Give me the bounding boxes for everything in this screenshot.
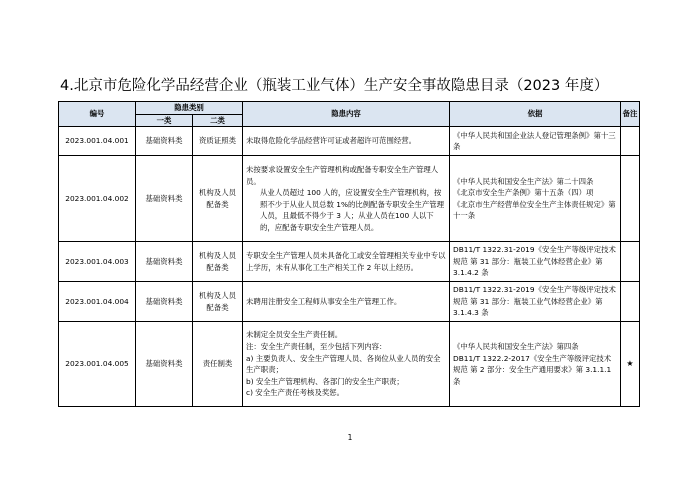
row-remark	[621, 282, 640, 322]
hazard-table-container	[58, 101, 640, 407]
row-category-second: 责任制类	[193, 322, 243, 407]
header-remark: 备注	[621, 102, 640, 127]
header-category-second: 二类	[193, 114, 243, 127]
table-row	[59, 282, 640, 322]
row-content	[243, 156, 450, 242]
table-row	[59, 156, 640, 242]
page-number: 1	[347, 433, 353, 442]
row-remark	[621, 242, 640, 282]
row-code: 2023.001.04.002	[59, 156, 136, 242]
row-category-first: 基础资料类	[136, 156, 193, 242]
basis-line: 《北京市安全生产条例》第十五条（四）项	[453, 188, 594, 198]
header-code: 编号	[59, 102, 136, 127]
row-content	[243, 322, 450, 407]
row-code: 2023.001.04.004	[59, 282, 136, 322]
header-content: 隐患内容	[243, 102, 450, 127]
table-row	[59, 322, 640, 407]
content-line: 未制定全员安全生产责任制。	[246, 330, 343, 340]
row-content	[243, 242, 450, 282]
header-category: 隐患类别	[136, 102, 243, 115]
row-basis	[450, 242, 621, 282]
basis-line: DB11/T 1322.31-2019《安全生产等级评定技术规范 第 31 部分：瓶装工业气体经营企业》第 3.1.4.3 条	[453, 285, 616, 318]
content-line: 未按要求设置安全生产管理机构或配备专职安全生产管理人员。	[246, 164, 439, 186]
content-line: a) 主要负责人、安全生产管理人员、各岗位从业人员的安全生产职责；	[246, 353, 441, 375]
basis-line: DB11/T 1322.2-2017《安全生产等级评定技术规范 第 2 部分：安全生产通用要求》第 3.1.1.1 条	[453, 353, 612, 386]
row-category-first: 基础资料类	[136, 242, 193, 282]
row-category-first: 基础资料类	[136, 127, 193, 156]
basis-line: 《北京市生产经营单位安全生产主体责任规定》第十一条	[453, 199, 616, 221]
table-row	[59, 127, 640, 156]
basis-line: 《中华人民共和国安全生产法》第四条	[453, 342, 579, 351]
row-basis	[450, 127, 621, 156]
content-line: c) 安全生产责任考核及奖惩。	[246, 388, 345, 398]
page-title: 4.北京市危险化学品经营企业（瓶装工业气体）生产安全事故隐患目录（2023 年度）	[60, 78, 609, 94]
row-basis	[450, 282, 621, 322]
hazard-table	[58, 101, 640, 407]
content-line: 未聘用注册安全工程师从事安全生产管理工作。	[246, 296, 402, 306]
content-line: 注：安全生产责任制，至少包括下列内容：	[246, 342, 387, 351]
row-code: 2023.001.04.005	[59, 322, 136, 407]
content-line: 从业人员超过 100 人的，应设置安全生产管理机构，按照不少于从业人员总数 1%的比例配备专职安全生产管理人员，且最低不得少于 3 人；从业人员在100 人以下的，应配备专职安全生产管理人员。	[260, 188, 445, 232]
content-line: 未取得危险化学品经营许可证或者超许可范围经营。	[246, 136, 417, 146]
row-remark	[621, 127, 640, 156]
header-category-first: 一类	[136, 114, 193, 127]
row-code: 2023.001.04.003	[59, 242, 136, 282]
content-line: b) 安全生产管理机构、各部门的安全生产职责；	[246, 376, 404, 386]
major-hazard-star-icon: ★	[621, 322, 640, 407]
header-basis: 依据	[450, 102, 621, 127]
row-content	[243, 282, 450, 322]
row-category-second: 机构及人员配备类	[193, 156, 243, 242]
row-basis	[450, 156, 621, 242]
table-header	[59, 102, 640, 127]
row-code: 2023.001.04.001	[59, 127, 136, 156]
row-basis	[450, 322, 621, 407]
basis-line: 《中华人民共和国企业法人登记管理条例》第十三条	[453, 130, 616, 152]
row-category-first: 基础资料类	[136, 322, 193, 407]
basis-line: DB11/T 1322.31-2019《安全生产等级评定技术规范 第 31 部分：瓶装工业气体经营企业》第 3.1.4.2 条	[453, 245, 616, 278]
table-row	[59, 242, 640, 282]
row-category-second: 机构及人员配备类	[193, 242, 243, 282]
row-category-second: 资质证照类	[193, 127, 243, 156]
basis-line: 《中华人民共和国安全生产法》第二十四条	[453, 176, 594, 186]
row-category-second: 机构及人员配备类	[193, 282, 243, 322]
row-category-first: 基础资料类	[136, 282, 193, 322]
table-body	[59, 127, 640, 407]
row-remark	[621, 156, 640, 242]
content-line: 专职安全生产管理人员未具备化工或安全管理相关专业中专以上学历，未有从事化工生产相关工作 2 年以上经历。	[246, 251, 446, 272]
row-content	[243, 127, 450, 156]
